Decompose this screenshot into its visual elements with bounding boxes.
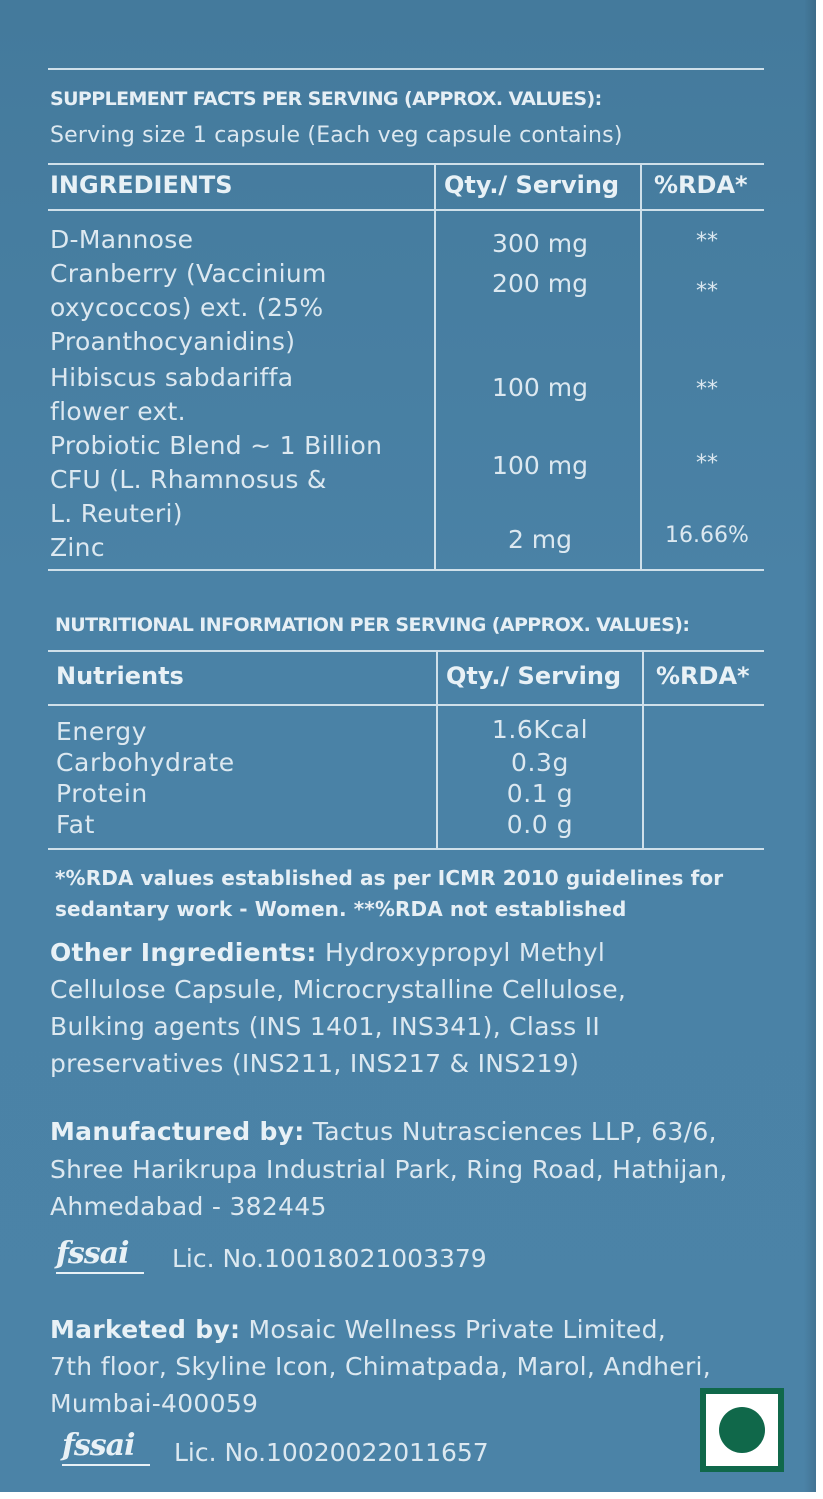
- table-header-border: [48, 704, 764, 706]
- table-row-rda: 16.66%: [665, 523, 749, 548]
- rda-header: %RDA*: [654, 171, 748, 199]
- veg-symbol-icon: [700, 1388, 784, 1472]
- nutrient-name: Energy: [56, 717, 148, 746]
- qty-header: Qty./ Serving: [446, 662, 622, 690]
- rda-note-line: sedantary work - Women. **%RDA not established: [55, 897, 627, 921]
- veg-dot: [719, 1407, 765, 1453]
- ingredients-header: INGREDIENTS: [50, 171, 233, 199]
- table-row-rda: **: [696, 279, 718, 304]
- rda-header: %RDA*: [656, 662, 750, 690]
- other-ingredients-line: Bulking agents (INS 1401, INS341), Class II: [50, 1012, 601, 1041]
- table-row-name-line: Probiotic Blend ~ 1 Billion: [50, 431, 383, 460]
- table-row-qty: 100 mg: [492, 451, 588, 480]
- manufacturer-line: [50, 1113, 717, 1150]
- table-bottom-border: [48, 569, 764, 571]
- table-row-qty: 100 mg: [492, 373, 588, 402]
- other-ingredients-line: [50, 934, 605, 971]
- nutrition-table: [48, 650, 764, 852]
- manufacturer-text: Tactus Nutrasciences LLP, 63/6,: [304, 1117, 717, 1146]
- marketer-text: Mosaic Wellness Private Limited,: [240, 1315, 667, 1344]
- marketer-label: Marketed by:: [50, 1315, 241, 1344]
- table-row-name: D-Mannose: [50, 225, 194, 254]
- nutrient-name: Carbohydrate: [56, 748, 235, 777]
- panel-edge-shade: [804, 0, 816, 1492]
- table-row-qty: 300 mg: [492, 229, 588, 258]
- nutrient-qty: 0.3g: [510, 748, 570, 777]
- table-row-qty: 200 mg: [492, 269, 588, 298]
- fssai-logo-underline: [62, 1464, 150, 1466]
- table-row-name-line: oxycoccos) ext. (25%: [50, 293, 324, 322]
- nutrient-qty: 0.1 g: [506, 779, 574, 808]
- table-row-rda: **: [696, 229, 718, 254]
- table-row-name-line: Proanthocyanidins): [50, 327, 296, 356]
- serving-size: Serving size 1 capsule (Each veg capsule contains): [50, 123, 623, 148]
- fssai-logo: fssai: [56, 1236, 129, 1271]
- table-header-border: [48, 209, 764, 211]
- nutrients-header: Nutrients: [56, 662, 184, 690]
- fssai-logo-underline: [56, 1272, 144, 1274]
- rda-note-line: *%RDA values established as per ICMR 2010 guidelines for: [55, 866, 724, 890]
- table-bottom-border: [48, 848, 764, 850]
- table-row-name-line: Cranberry (Vaccinium: [50, 259, 327, 288]
- table-row-rda: **: [696, 377, 718, 402]
- table-row-qty: 2 mg: [507, 525, 573, 554]
- marketer-license: Lic. No.10020022011657: [174, 1438, 489, 1467]
- table-row-name-line: CFU (L. Rhamnosus &: [50, 465, 327, 494]
- manufacturer-line: Ahmedabad - 382445: [50, 1192, 327, 1221]
- nutrient-qty: 1.6Kcal: [491, 715, 589, 744]
- nutrient-qty: 0.0 g: [506, 810, 574, 839]
- table-row-name-line: L. Reuteri): [50, 499, 183, 528]
- marketer-line: [50, 1311, 666, 1348]
- marketer-line: Mumbai-400059: [50, 1389, 259, 1418]
- supplement-heading: SUPPLEMENT FACTS PER SERVING (APPROX. VALUES):: [50, 88, 602, 110]
- table-row-name: Zinc: [50, 533, 105, 562]
- other-ingredients-line: Cellulose Capsule, Microcrystalline Cellulose,: [50, 975, 627, 1004]
- other-ingredients-line: preservatives (INS211, INS217 & INS219): [50, 1049, 580, 1078]
- top-divider: [48, 68, 764, 70]
- marketer-line: 7th floor, Skyline Icon, Chimatpada, Marol, Andheri,: [50, 1352, 712, 1381]
- fssai-logo: fssai: [62, 1428, 135, 1463]
- other-ingredients-text: Hydroxypropyl Methyl: [316, 938, 606, 967]
- table-top-border: [48, 163, 764, 165]
- manufacturer-license: Lic. No.10018021003379: [172, 1244, 487, 1273]
- manufacturer-line: Shree Harikrupa Industrial Park, Ring Road, Hathijan,: [50, 1155, 728, 1184]
- other-ingredients-label: Other Ingredients:: [50, 938, 317, 967]
- manufacturer-label: Manufactured by:: [50, 1117, 305, 1146]
- column-divider: [434, 163, 436, 571]
- table-row-name-line: Hibiscus sabdariffa: [50, 363, 294, 392]
- column-divider: [642, 650, 644, 850]
- supplement-table: [48, 163, 764, 573]
- qty-header: Qty./ Serving: [444, 171, 620, 199]
- nutrient-name: Protein: [56, 779, 148, 808]
- table-row-rda: **: [696, 451, 718, 476]
- nutrient-name: Fat: [56, 810, 96, 839]
- column-divider: [640, 163, 642, 571]
- table-top-border: [48, 650, 764, 652]
- nutrition-heading: NUTRITIONAL INFORMATION PER SERVING (APPROX. VALUES):: [55, 614, 690, 636]
- table-row-name-line: flower ext.: [50, 397, 186, 426]
